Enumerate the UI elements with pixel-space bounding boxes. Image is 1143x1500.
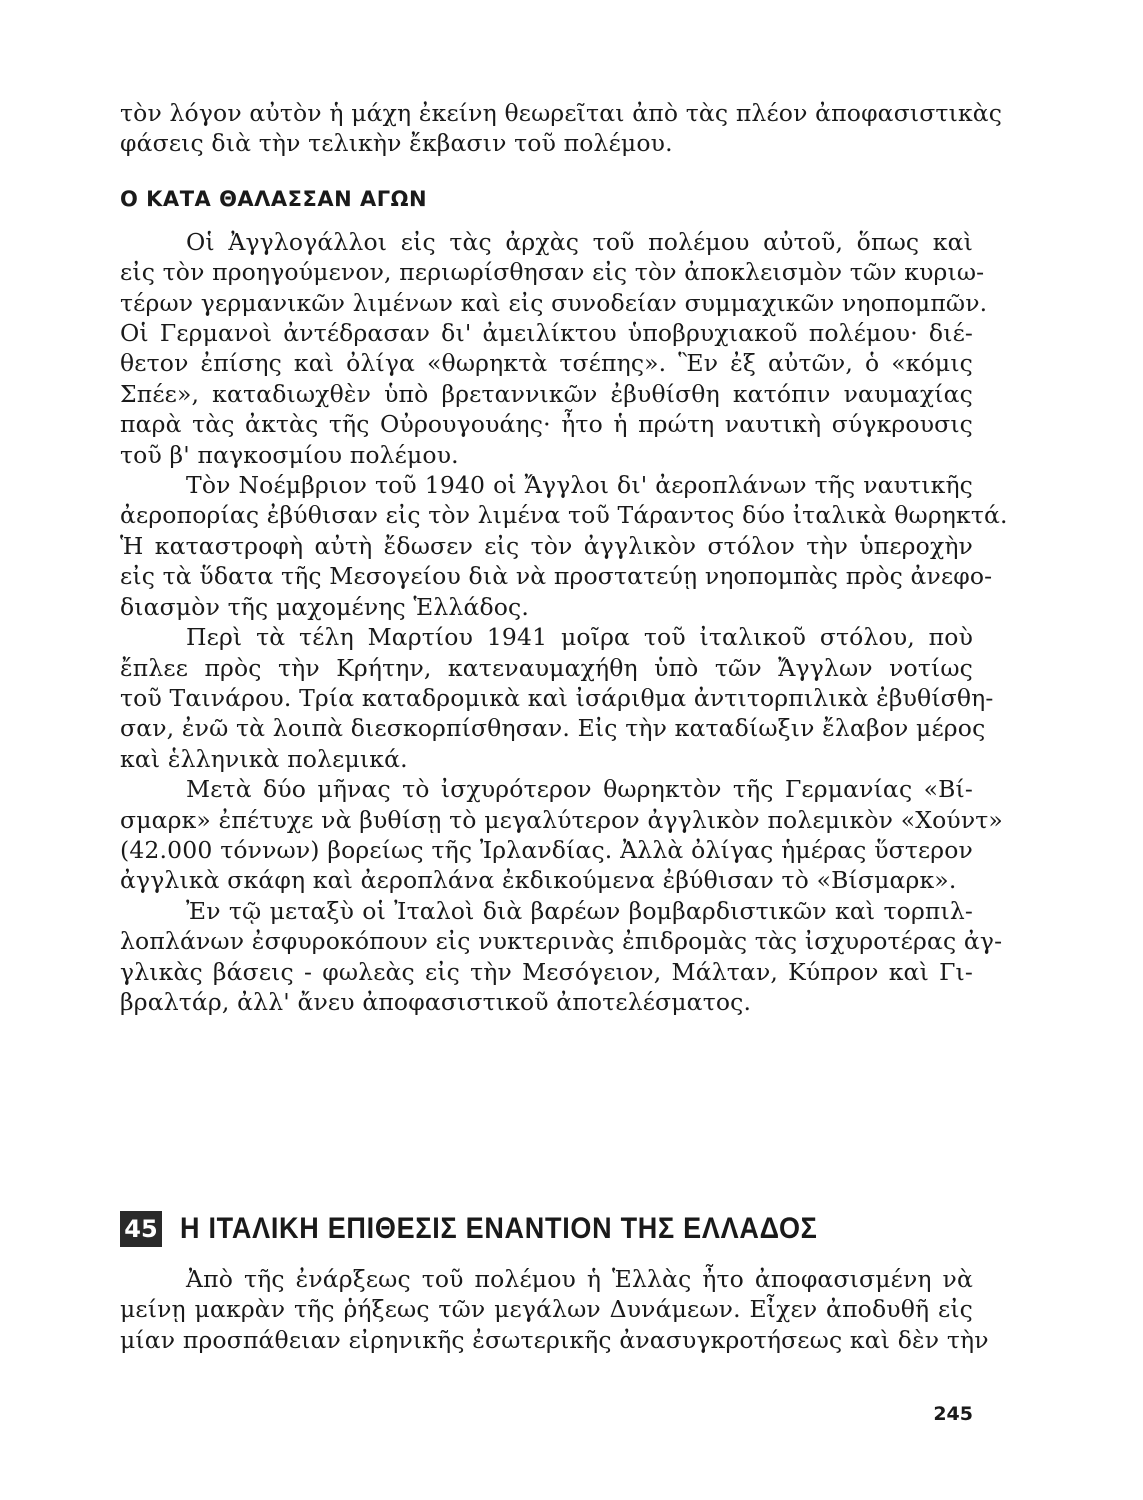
paragraph-5: [120, 896, 1003, 1018]
paragraph-1: [120, 227, 988, 470]
text-line: τοῦ Ταινάρου. Τρία καταδρομικὰ καὶ ἰσάριθμα ἀντιτορπιλικὰ ἐβυθίσθη-: [120, 683, 994, 712]
text-line: θετον ἐπίσης καὶ ὀλίγα «θωρηκτὰ τσέπης». Ἓν ἐξ αὐτῶν, ὁ «κόμις: [120, 349, 973, 378]
text-line: τὸν λόγον αὐτὸν ἡ μάχη ἐκείνη θεωρεῖται ἀπὸ τὰς πλέον ἀποφασιστικὰς: [120, 99, 1003, 127]
text-line: Ἐν τῷ μεταξὺ οἱ Ἰταλοὶ διὰ βαρέων βομβαρδιστικῶν καὶ τορπιλ-: [186, 896, 973, 925]
section-heading: Ο ΚΑΤΑ ΘΑΛΑΣΣΑΝ ΑΓΩΝ: [120, 186, 428, 211]
text-line: ἀεροπορίας ἐβύθισαν εἰς τὸν λιμένα τοῦ Τάραντος δύο ἰταλικὰ θωρηκτά.: [120, 501, 1008, 530]
text-line: ἀγγλικὰ σκάφη καὶ ἀεροπλάνα ἐκδικούμενα ἐβύθισαν τὸ «Βίσμαρκ».: [120, 866, 957, 895]
text-line: φάσεις διὰ τὴν τελικὴν ἔκβασιν τοῦ πολέμου.: [120, 129, 673, 158]
text-line: Περὶ τὰ τέλη Μαρτίου 1941 μοῖρα τοῦ ἰταλικοῦ στόλου, ποὺ: [186, 623, 973, 652]
text-line: εἰς τὰ ὕδατα τῆς Μεσογείου διὰ νὰ προστατεύῃ νηοπομπὰς πρὸς ἀνεφο-: [120, 562, 993, 591]
chapter-title: Η ΙΤΑΛΙΚΗ ΕΠΙΘΕΣΙΣ ΕΝΑΝΤΙΟΝ ΤΗΣ ΕΛΛΑΔΟΣ: [180, 1212, 818, 1245]
text-line: λοπλάνων ἐσφυροκόπουν εἰς νυκτερινὰς ἐπιδρομὰς τὰς ἰσχυροτέρας ἀγ-: [120, 927, 1003, 956]
chapter-heading: [120, 1208, 973, 1250]
text-line: εἰς τὸν προηγούμενον, περιωρίσθησαν εἰς τὸν ἀποκλεισμὸν τῶν κυριω-: [120, 258, 985, 287]
text-line: Ἡ καταστροφὴ αὐτὴ ἔδωσεν εἰς τὸν ἀγγλικὸν στόλον τὴν ὑπεροχὴν: [120, 531, 973, 560]
text-line: βραλτάρ, ἀλλ' ἄνευ ἀποφασιστικοῦ ἀποτελέσματος.: [120, 987, 752, 1016]
text-line: (42.000 τόννων) βορείως τῆς Ἰρλανδίας. Ἀλλὰ ὀλίγας ἡμέρας ὕστερον: [120, 835, 973, 864]
text-line: Οἱ Ἀγγλογάλλοι εἰς τὰς ἀρχὰς τοῦ πολέμου αὐτοῦ, ὅπως καὶ: [186, 227, 973, 256]
paragraph-2: [120, 470, 1008, 622]
text-line: ἔπλεε πρὸς τὴν Κρήτην, κατεναυμαχήθη ὑπὸ τῶν Ἄγγλων νοτίως: [120, 653, 973, 682]
page-text-column: [120, 98, 1008, 1017]
text-line: μίαν προσπάθειαν εἰρηνικῆς ἐσωτερικῆς ἀνασυγκροτήσεως καὶ δὲν τὴν: [120, 1325, 989, 1354]
text-line: Ἀπὸ τῆς ἐνάρξεως τοῦ πολέμου ἡ Ἑλλὰς ἦτο ἀποφασισμένη νὰ: [186, 1265, 973, 1293]
text-line: γλικὰς βάσεις - φωλεὰς εἰς τὴν Μεσόγειον, Μάλταν, Κύπρον καὶ Γι-: [120, 957, 973, 986]
text-line: τοῦ β' παγκοσμίου πολέμου.: [120, 440, 459, 469]
text-line: σμαρκ» ἐπέτυχε νὰ βυθίσῃ τὸ μεγαλύτερον ἀγγλικὸν πολεμικὸν «Χούντ»: [120, 805, 1003, 834]
text-line: μείνῃ μακρὰν τῆς ῥήξεως τῶν μεγάλων Δυνάμεων. Εἶχεν ἀποδυθῆ εἰς: [120, 1295, 973, 1324]
intro-paragraph: [120, 98, 1003, 159]
text-line: Οἱ Γερμανοὶ ἀντέδρασαν δι' ἀμειλίκτου ὑποβρυχιακοῦ πολέμου· διέ-: [120, 319, 973, 348]
page-number: 245: [933, 1403, 973, 1425]
text-line: Σπέε», καταδιωχθὲν ὑπὸ βρεταννικῶν ἐβυθίσθη κατόπιν ναυμαχίας: [120, 379, 973, 408]
chapter-number-badge: 45: [120, 1211, 162, 1247]
text-line: Μετὰ δύο μῆνας τὸ ἰσχυρότερον θωρηκτὸν τῆς Γερμανίας «Βί-: [186, 775, 973, 804]
text-line: καὶ ἑλληνικὰ πολεμικά.: [120, 744, 408, 773]
text-line: παρὰ τὰς ἀκτὰς τῆς Οὐρουγουάης· ἦτο ἡ πρώτη ναυτικὴ σύγκρουσις: [120, 410, 973, 439]
text-line: Τὸν Νοέμβριον τοῦ 1940 οἱ Ἄγγλοι δι' ἀεροπλάνων τῆς ναυτικῆς: [186, 471, 973, 500]
text-line: σαν, ἐνῶ τὰ λοιπὰ διεσκορπίσθησαν. Εἰς τὴν καταδίωξιν ἔλαβον μέρος: [120, 714, 986, 743]
chapter-paragraph: [120, 1264, 989, 1355]
paragraph-3: [120, 622, 994, 774]
text-line: διασμὸν τῆς μαχομένης Ἑλλάδος.: [120, 592, 529, 621]
paragraph-4: [120, 774, 1003, 896]
text-line: τέρων γερμανικῶν λιμένων καὶ εἰς συνοδείαν συμμαχικῶν νηοπομπῶν.: [120, 288, 988, 317]
